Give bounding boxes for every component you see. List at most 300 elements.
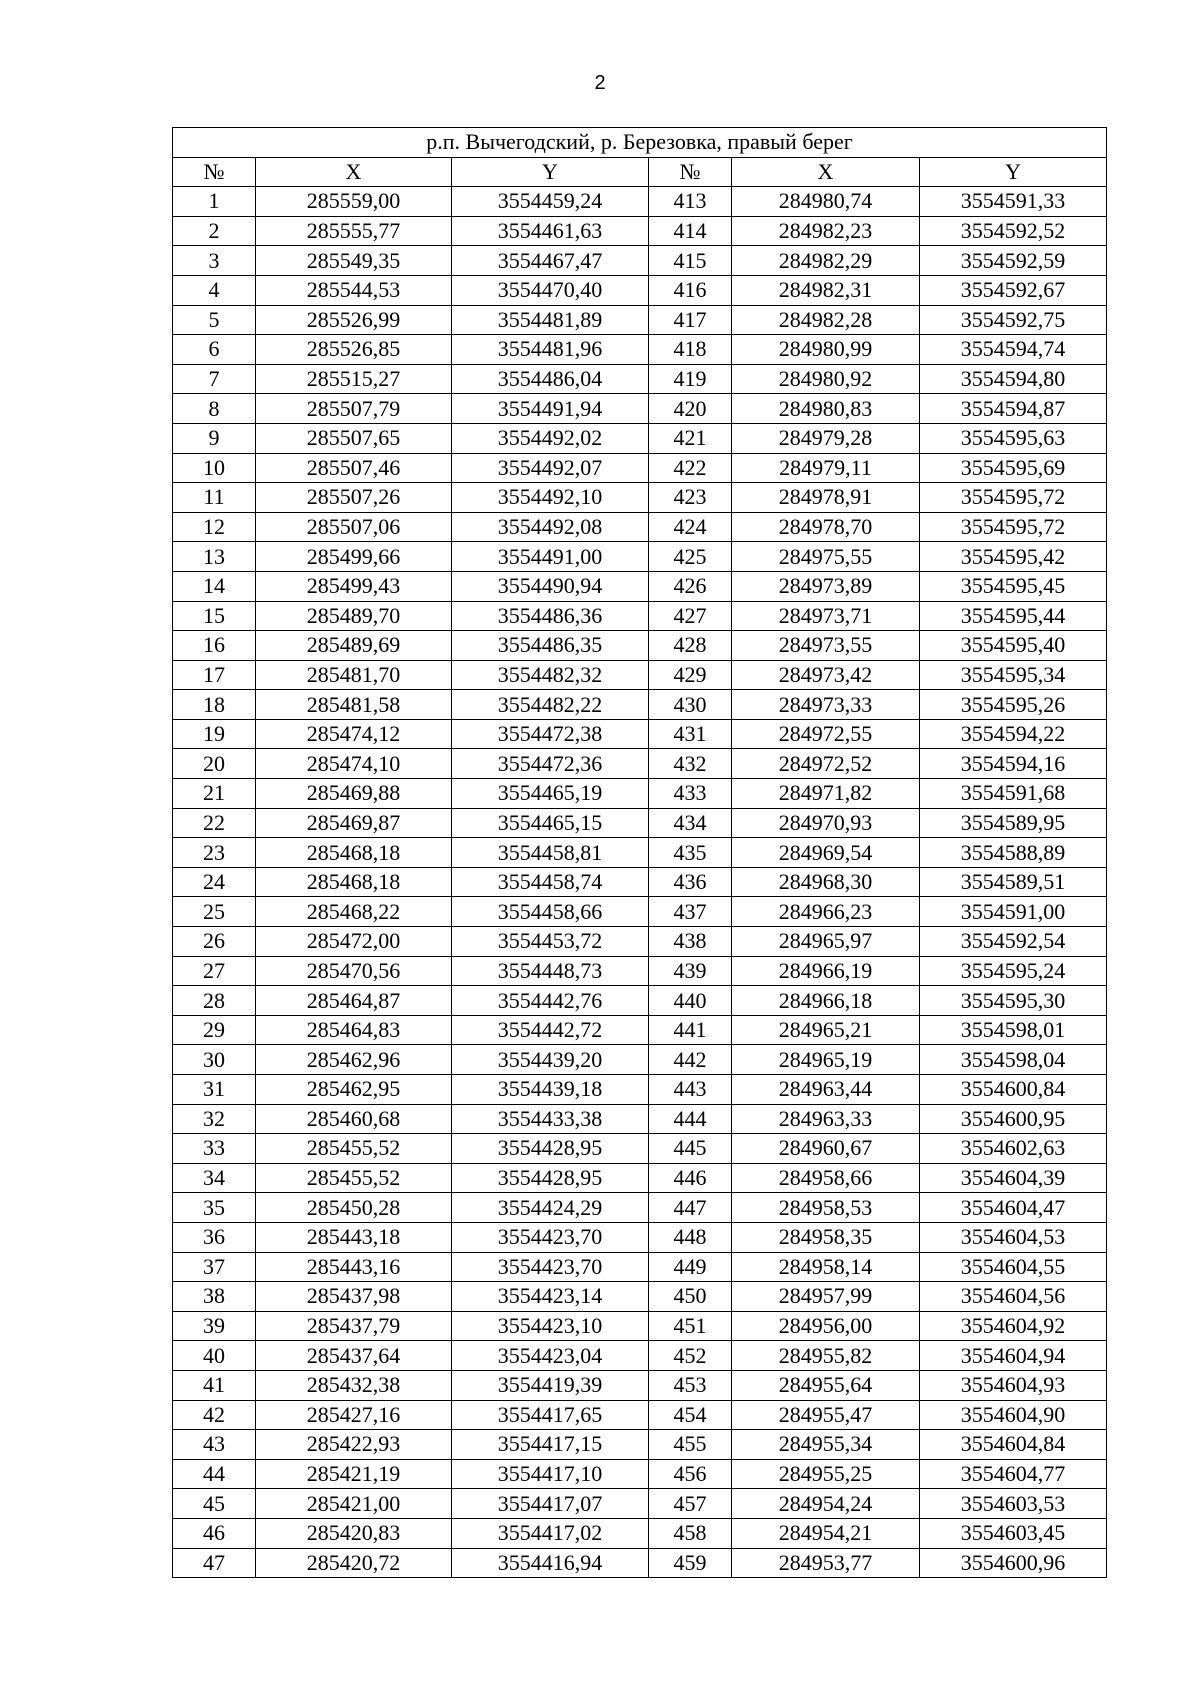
x-right: 284982,31 xyxy=(732,275,920,305)
y-right: 3554604,90 xyxy=(920,1400,1107,1430)
header-y-left: Y xyxy=(452,157,649,187)
y-left: 3554458,74 xyxy=(452,867,649,897)
point-number-left: 8 xyxy=(173,394,256,424)
x-right: 284958,14 xyxy=(732,1252,920,1282)
point-number-left: 23 xyxy=(173,838,256,868)
table-row xyxy=(173,1015,1107,1045)
point-number-right: 443 xyxy=(649,1075,732,1105)
point-number-right: 417 xyxy=(649,305,732,335)
y-right: 3554589,51 xyxy=(920,867,1107,897)
point-number-left: 40 xyxy=(173,1341,256,1371)
point-number-left: 38 xyxy=(173,1282,256,1312)
table-title-row xyxy=(173,128,1107,158)
table-row xyxy=(173,571,1107,601)
point-number-right: 422 xyxy=(649,453,732,483)
point-number-right: 459 xyxy=(649,1548,732,1578)
point-number-right: 447 xyxy=(649,1193,732,1223)
x-right: 284972,52 xyxy=(732,749,920,779)
x-right: 284966,18 xyxy=(732,986,920,1016)
x-left: 285464,87 xyxy=(256,986,452,1016)
table-row xyxy=(173,1075,1107,1105)
y-right: 3554604,56 xyxy=(920,1282,1107,1312)
x-right: 284970,93 xyxy=(732,808,920,838)
x-right: 284954,21 xyxy=(732,1518,920,1548)
point-number-right: 457 xyxy=(649,1489,732,1519)
x-left: 285422,93 xyxy=(256,1430,452,1460)
table-row xyxy=(173,1222,1107,1252)
point-number-right: 452 xyxy=(649,1341,732,1371)
y-right: 3554595,34 xyxy=(920,660,1107,690)
y-right: 3554595,63 xyxy=(920,423,1107,453)
table-row xyxy=(173,719,1107,749)
table-row xyxy=(173,779,1107,809)
x-left: 285462,96 xyxy=(256,1045,452,1075)
y-right: 3554595,26 xyxy=(920,690,1107,720)
header-number-left: № xyxy=(173,157,256,187)
y-left: 3554442,76 xyxy=(452,986,649,1016)
y-right: 3554604,93 xyxy=(920,1370,1107,1400)
x-left: 285489,70 xyxy=(256,601,452,631)
y-right: 3554594,80 xyxy=(920,364,1107,394)
y-left: 3554424,29 xyxy=(452,1193,649,1223)
x-left: 285489,69 xyxy=(256,631,452,661)
y-left: 3554461,63 xyxy=(452,216,649,246)
y-right: 3554604,77 xyxy=(920,1459,1107,1489)
y-right: 3554594,87 xyxy=(920,394,1107,424)
point-number-left: 43 xyxy=(173,1430,256,1460)
table-row xyxy=(173,838,1107,868)
point-number-left: 16 xyxy=(173,631,256,661)
table-row xyxy=(173,305,1107,335)
y-left: 3554486,04 xyxy=(452,364,649,394)
point-number-right: 453 xyxy=(649,1370,732,1400)
x-left: 285432,38 xyxy=(256,1370,452,1400)
x-right: 284982,28 xyxy=(732,305,920,335)
x-left: 285507,26 xyxy=(256,483,452,513)
x-left: 285421,19 xyxy=(256,1459,452,1489)
x-left: 285526,85 xyxy=(256,335,452,365)
x-left: 285420,83 xyxy=(256,1518,452,1548)
point-number-right: 446 xyxy=(649,1163,732,1193)
point-number-left: 18 xyxy=(173,690,256,720)
point-number-right: 439 xyxy=(649,956,732,986)
x-left: 285427,16 xyxy=(256,1400,452,1430)
table-title: р.п. Вычегодский, р. Березовка, правый берег xyxy=(173,128,1107,158)
x-left: 285474,12 xyxy=(256,719,452,749)
table-row xyxy=(173,1193,1107,1223)
x-right: 284980,92 xyxy=(732,364,920,394)
table-row xyxy=(173,275,1107,305)
x-left: 285464,83 xyxy=(256,1015,452,1045)
table-row xyxy=(173,394,1107,424)
x-left: 285443,18 xyxy=(256,1222,452,1252)
x-right: 284953,77 xyxy=(732,1548,920,1578)
x-left: 285481,70 xyxy=(256,660,452,690)
point-number-left: 26 xyxy=(173,927,256,957)
table-row xyxy=(173,364,1107,394)
x-right: 284973,89 xyxy=(732,571,920,601)
x-left: 285507,06 xyxy=(256,512,452,542)
point-number-right: 449 xyxy=(649,1252,732,1282)
point-number-right: 441 xyxy=(649,1015,732,1045)
y-left: 3554481,96 xyxy=(452,335,649,365)
point-number-left: 13 xyxy=(173,542,256,572)
x-left: 285468,18 xyxy=(256,867,452,897)
y-left: 3554423,14 xyxy=(452,1282,649,1312)
x-right: 284975,55 xyxy=(732,542,920,572)
point-number-left: 17 xyxy=(173,660,256,690)
table-row xyxy=(173,956,1107,986)
y-left: 3554492,10 xyxy=(452,483,649,513)
point-number-right: 437 xyxy=(649,897,732,927)
table-row xyxy=(173,1459,1107,1489)
y-right: 3554591,33 xyxy=(920,187,1107,217)
table-row xyxy=(173,423,1107,453)
point-number-right: 426 xyxy=(649,571,732,601)
x-left: 285549,35 xyxy=(256,246,452,276)
x-right: 284980,74 xyxy=(732,187,920,217)
x-right: 284958,35 xyxy=(732,1222,920,1252)
table-row xyxy=(173,1430,1107,1460)
y-right: 3554595,72 xyxy=(920,483,1107,513)
point-number-left: 45 xyxy=(173,1489,256,1519)
point-number-left: 36 xyxy=(173,1222,256,1252)
y-left: 3554417,10 xyxy=(452,1459,649,1489)
y-left: 3554419,39 xyxy=(452,1370,649,1400)
x-left: 285474,10 xyxy=(256,749,452,779)
y-left: 3554439,20 xyxy=(452,1045,649,1075)
x-left: 285468,18 xyxy=(256,838,452,868)
point-number-left: 28 xyxy=(173,986,256,1016)
table-row xyxy=(173,1311,1107,1341)
y-right: 3554604,47 xyxy=(920,1193,1107,1223)
table-row xyxy=(173,1134,1107,1164)
x-left: 285499,43 xyxy=(256,571,452,601)
point-number-right: 434 xyxy=(649,808,732,838)
point-number-left: 6 xyxy=(173,335,256,365)
header-number-right: № xyxy=(649,157,732,187)
point-number-left: 33 xyxy=(173,1134,256,1164)
x-left: 285555,77 xyxy=(256,216,452,246)
x-left: 285437,79 xyxy=(256,1311,452,1341)
point-number-left: 32 xyxy=(173,1104,256,1134)
y-left: 3554459,24 xyxy=(452,187,649,217)
y-right: 3554604,53 xyxy=(920,1222,1107,1252)
y-left: 3554428,95 xyxy=(452,1134,649,1164)
y-right: 3554598,04 xyxy=(920,1045,1107,1075)
point-number-left: 44 xyxy=(173,1459,256,1489)
y-right: 3554595,44 xyxy=(920,601,1107,631)
point-number-right: 436 xyxy=(649,867,732,897)
x-left: 285468,22 xyxy=(256,897,452,927)
point-number-right: 423 xyxy=(649,483,732,513)
y-left: 3554442,72 xyxy=(452,1015,649,1045)
table-row xyxy=(173,867,1107,897)
y-left: 3554492,02 xyxy=(452,423,649,453)
y-right: 3554592,67 xyxy=(920,275,1107,305)
x-right: 284955,34 xyxy=(732,1430,920,1460)
point-number-left: 5 xyxy=(173,305,256,335)
x-right: 284963,33 xyxy=(732,1104,920,1134)
header-y-right: Y xyxy=(920,157,1107,187)
x-left: 285470,56 xyxy=(256,956,452,986)
table-row xyxy=(173,1400,1107,1430)
x-left: 285507,79 xyxy=(256,394,452,424)
table-row xyxy=(173,453,1107,483)
point-number-left: 20 xyxy=(173,749,256,779)
x-right: 284955,25 xyxy=(732,1459,920,1489)
y-right: 3554600,95 xyxy=(920,1104,1107,1134)
point-number-right: 442 xyxy=(649,1045,732,1075)
x-right: 284966,19 xyxy=(732,956,920,986)
point-number-left: 25 xyxy=(173,897,256,927)
y-right: 3554604,39 xyxy=(920,1163,1107,1193)
y-left: 3554416,94 xyxy=(452,1548,649,1578)
y-right: 3554592,52 xyxy=(920,216,1107,246)
y-right: 3554592,75 xyxy=(920,305,1107,335)
x-right: 284980,83 xyxy=(732,394,920,424)
x-right: 284965,97 xyxy=(732,927,920,957)
point-number-left: 30 xyxy=(173,1045,256,1075)
x-right: 284957,99 xyxy=(732,1282,920,1312)
point-number-left: 39 xyxy=(173,1311,256,1341)
table-row xyxy=(173,1045,1107,1075)
point-number-right: 414 xyxy=(649,216,732,246)
table-row xyxy=(173,660,1107,690)
y-right: 3554595,69 xyxy=(920,453,1107,483)
x-right: 284955,47 xyxy=(732,1400,920,1430)
x-left: 285455,52 xyxy=(256,1163,452,1193)
point-number-left: 37 xyxy=(173,1252,256,1282)
table-row xyxy=(173,1489,1107,1519)
y-left: 3554465,15 xyxy=(452,808,649,838)
x-right: 284965,19 xyxy=(732,1045,920,1075)
x-right: 284978,70 xyxy=(732,512,920,542)
point-number-right: 435 xyxy=(649,838,732,868)
x-left: 285559,00 xyxy=(256,187,452,217)
point-number-right: 433 xyxy=(649,779,732,809)
y-right: 3554604,84 xyxy=(920,1430,1107,1460)
point-number-right: 450 xyxy=(649,1282,732,1312)
y-right: 3554600,84 xyxy=(920,1075,1107,1105)
table-row xyxy=(173,1282,1107,1312)
y-right: 3554603,53 xyxy=(920,1489,1107,1519)
point-number-right: 413 xyxy=(649,187,732,217)
y-left: 3554482,32 xyxy=(452,660,649,690)
header-x-left: X xyxy=(256,157,452,187)
y-left: 3554448,73 xyxy=(452,956,649,986)
table-row xyxy=(173,986,1107,1016)
x-left: 285481,58 xyxy=(256,690,452,720)
x-left: 285443,16 xyxy=(256,1252,452,1282)
table-row xyxy=(173,631,1107,661)
y-left: 3554417,07 xyxy=(452,1489,649,1519)
point-number-left: 47 xyxy=(173,1548,256,1578)
page-number: 2 xyxy=(594,72,606,94)
x-left: 285437,98 xyxy=(256,1282,452,1312)
point-number-left: 1 xyxy=(173,187,256,217)
y-right: 3554595,42 xyxy=(920,542,1107,572)
x-left: 285526,99 xyxy=(256,305,452,335)
x-left: 285420,72 xyxy=(256,1548,452,1578)
x-right: 284958,66 xyxy=(732,1163,920,1193)
x-right: 284956,00 xyxy=(732,1311,920,1341)
point-number-left: 35 xyxy=(173,1193,256,1223)
y-right: 3554595,30 xyxy=(920,986,1107,1016)
x-right: 284954,24 xyxy=(732,1489,920,1519)
y-left: 3554492,08 xyxy=(452,512,649,542)
point-number-right: 415 xyxy=(649,246,732,276)
point-number-left: 10 xyxy=(173,453,256,483)
point-number-right: 454 xyxy=(649,1400,732,1430)
y-left: 3554481,89 xyxy=(452,305,649,335)
table-row xyxy=(173,601,1107,631)
y-left: 3554453,72 xyxy=(452,927,649,957)
x-right: 284973,33 xyxy=(732,690,920,720)
x-right: 284965,21 xyxy=(732,1015,920,1045)
x-left: 285499,66 xyxy=(256,542,452,572)
point-number-right: 458 xyxy=(649,1518,732,1548)
point-number-right: 428 xyxy=(649,631,732,661)
y-right: 3554595,40 xyxy=(920,631,1107,661)
y-right: 3554598,01 xyxy=(920,1015,1107,1045)
y-left: 3554439,18 xyxy=(452,1075,649,1105)
y-right: 3554604,94 xyxy=(920,1341,1107,1371)
x-left: 285469,87 xyxy=(256,808,452,838)
table-row xyxy=(173,483,1107,513)
y-left: 3554472,36 xyxy=(452,749,649,779)
point-number-left: 24 xyxy=(173,867,256,897)
point-number-right: 420 xyxy=(649,394,732,424)
y-left: 3554465,19 xyxy=(452,779,649,809)
y-right: 3554588,89 xyxy=(920,838,1107,868)
table-row xyxy=(173,542,1107,572)
point-number-right: 427 xyxy=(649,601,732,631)
y-right: 3554595,72 xyxy=(920,512,1107,542)
point-number-left: 19 xyxy=(173,719,256,749)
table-row xyxy=(173,246,1107,276)
y-left: 3554467,47 xyxy=(452,246,649,276)
table-row xyxy=(173,512,1107,542)
point-number-right: 438 xyxy=(649,927,732,957)
y-left: 3554417,15 xyxy=(452,1430,649,1460)
y-left: 3554482,22 xyxy=(452,690,649,720)
x-left: 285437,64 xyxy=(256,1341,452,1371)
table-row xyxy=(173,1370,1107,1400)
x-left: 285462,95 xyxy=(256,1075,452,1105)
point-number-left: 4 xyxy=(173,275,256,305)
y-left: 3554423,70 xyxy=(452,1252,649,1282)
x-left: 285544,53 xyxy=(256,275,452,305)
x-right: 284958,53 xyxy=(732,1193,920,1223)
y-left: 3554458,66 xyxy=(452,897,649,927)
point-number-left: 11 xyxy=(173,483,256,513)
point-number-left: 42 xyxy=(173,1400,256,1430)
table-row xyxy=(173,1341,1107,1371)
point-number-left: 31 xyxy=(173,1075,256,1105)
y-left: 3554491,94 xyxy=(452,394,649,424)
x-left: 285469,88 xyxy=(256,779,452,809)
point-number-right: 440 xyxy=(649,986,732,1016)
x-right: 284963,44 xyxy=(732,1075,920,1105)
point-number-right: 425 xyxy=(649,542,732,572)
y-left: 3554486,36 xyxy=(452,601,649,631)
y-left: 3554490,94 xyxy=(452,571,649,601)
y-right: 3554603,45 xyxy=(920,1518,1107,1548)
point-number-right: 424 xyxy=(649,512,732,542)
point-number-right: 429 xyxy=(649,660,732,690)
y-right: 3554591,00 xyxy=(920,897,1107,927)
y-left: 3554491,00 xyxy=(452,542,649,572)
y-left: 3554492,07 xyxy=(452,453,649,483)
x-right: 284982,29 xyxy=(732,246,920,276)
x-left: 285450,28 xyxy=(256,1193,452,1223)
point-number-left: 46 xyxy=(173,1518,256,1548)
header-x-right: X xyxy=(732,157,920,187)
table-row xyxy=(173,690,1107,720)
table-row xyxy=(173,1252,1107,1282)
y-right: 3554592,54 xyxy=(920,927,1107,957)
point-number-left: 22 xyxy=(173,808,256,838)
y-left: 3554458,81 xyxy=(452,838,649,868)
y-right: 3554594,74 xyxy=(920,335,1107,365)
point-number-left: 27 xyxy=(173,956,256,986)
point-number-left: 15 xyxy=(173,601,256,631)
coordinates-table xyxy=(172,127,1107,1578)
point-number-right: 455 xyxy=(649,1430,732,1460)
y-right: 3554589,95 xyxy=(920,808,1107,838)
y-right: 3554602,63 xyxy=(920,1134,1107,1164)
x-right: 284968,30 xyxy=(732,867,920,897)
point-number-right: 451 xyxy=(649,1311,732,1341)
x-right: 284979,28 xyxy=(732,423,920,453)
table-row xyxy=(173,808,1107,838)
x-left: 285455,52 xyxy=(256,1134,452,1164)
table-row xyxy=(173,335,1107,365)
y-left: 3554423,10 xyxy=(452,1311,649,1341)
x-left: 285460,68 xyxy=(256,1104,452,1134)
x-right: 284971,82 xyxy=(732,779,920,809)
table-row xyxy=(173,749,1107,779)
point-number-right: 448 xyxy=(649,1222,732,1252)
table-row xyxy=(173,1163,1107,1193)
x-right: 284972,55 xyxy=(732,719,920,749)
y-right: 3554604,92 xyxy=(920,1311,1107,1341)
x-left: 285507,65 xyxy=(256,423,452,453)
y-left: 3554417,02 xyxy=(452,1518,649,1548)
point-number-left: 14 xyxy=(173,571,256,601)
point-number-right: 431 xyxy=(649,719,732,749)
table-row xyxy=(173,216,1107,246)
table-row xyxy=(173,1548,1107,1578)
point-number-right: 416 xyxy=(649,275,732,305)
point-number-left: 29 xyxy=(173,1015,256,1045)
y-right: 3554592,59 xyxy=(920,246,1107,276)
x-right: 284955,64 xyxy=(732,1370,920,1400)
point-number-left: 41 xyxy=(173,1370,256,1400)
table-header-row xyxy=(173,157,1107,187)
x-left: 285472,00 xyxy=(256,927,452,957)
point-number-right: 456 xyxy=(649,1459,732,1489)
table-row xyxy=(173,1518,1107,1548)
x-right: 284973,42 xyxy=(732,660,920,690)
table-row xyxy=(173,187,1107,217)
y-right: 3554595,24 xyxy=(920,956,1107,986)
y-right: 3554600,96 xyxy=(920,1548,1107,1578)
x-right: 284982,23 xyxy=(732,216,920,246)
x-left: 285507,46 xyxy=(256,453,452,483)
point-number-right: 421 xyxy=(649,423,732,453)
